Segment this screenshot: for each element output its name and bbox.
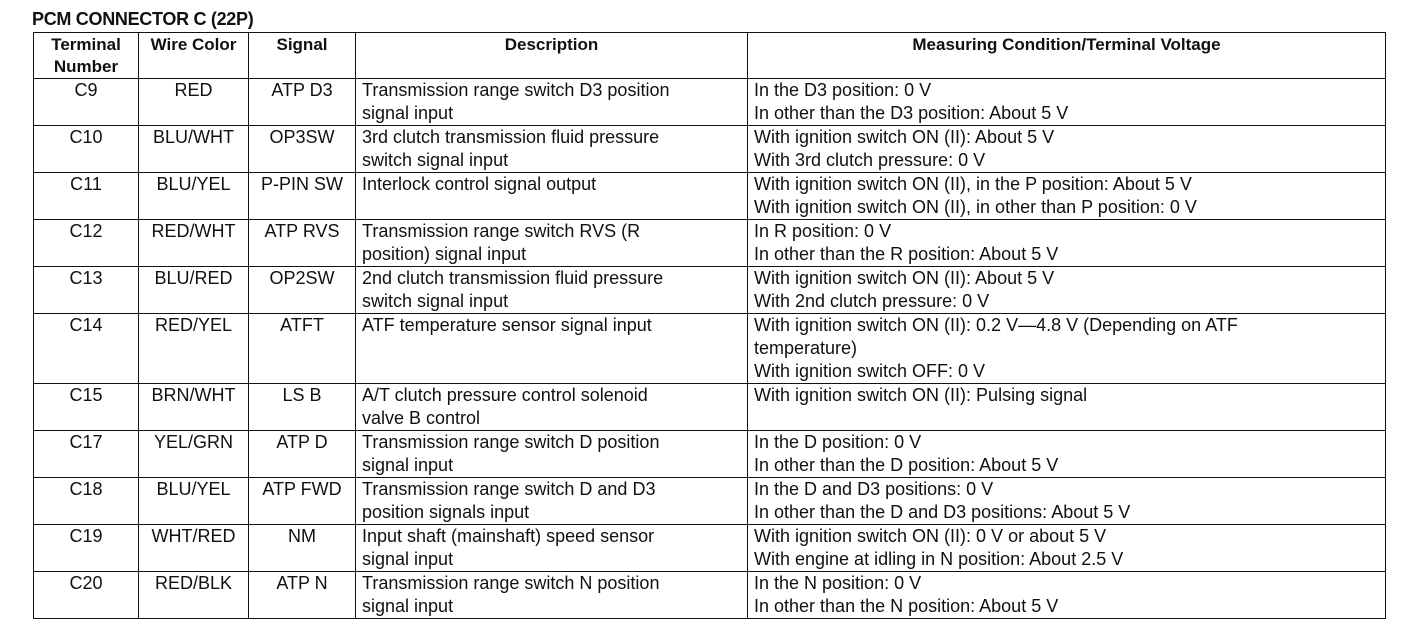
condition-line: temperature) xyxy=(754,338,858,358)
description-line: 2nd clutch transmission fluid pressure xyxy=(362,268,664,288)
header-measuring-condition: Measuring Condition/Terminal Voltage xyxy=(748,33,1386,79)
signal-cell: ATFT xyxy=(249,314,356,384)
condition-line: With ignition switch OFF: 0 V xyxy=(754,361,986,381)
condition-line: With ignition switch ON (II): Pulsing signal xyxy=(754,385,1088,405)
measuring-condition-cell xyxy=(748,220,1386,267)
table-header xyxy=(34,33,1386,79)
terminal-number-cell: C10 xyxy=(34,126,139,173)
table-row xyxy=(34,384,1386,431)
wire-color-cell: RED/BLK xyxy=(139,572,249,619)
terminal-number-cell: C19 xyxy=(34,525,139,572)
terminal-number-cell: C9 xyxy=(34,79,139,126)
description-line: signal input xyxy=(362,549,454,569)
description-cell xyxy=(356,126,748,173)
description-cell xyxy=(356,267,748,314)
signal-cell: ATP FWD xyxy=(249,478,356,525)
page-title: PCM CONNECTOR C (22P) xyxy=(32,9,254,29)
condition-line: In the D position: 0 V xyxy=(754,432,922,452)
condition-line: With ignition switch ON (II): 0 V or about 5 V xyxy=(754,526,1107,546)
terminal-number-cell: C20 xyxy=(34,572,139,619)
measuring-condition-cell xyxy=(748,384,1386,431)
signal-cell: LS B xyxy=(249,384,356,431)
table-row xyxy=(34,173,1386,220)
table-row xyxy=(34,267,1386,314)
condition-line: With ignition switch ON (II): About 5 V xyxy=(754,127,1055,147)
terminal-number-cell: C15 xyxy=(34,384,139,431)
measuring-condition-cell xyxy=(748,478,1386,525)
header-description: Description xyxy=(356,33,748,79)
wire-color-cell: BLU/RED xyxy=(139,267,249,314)
description-line: 3rd clutch transmission fluid pressure xyxy=(362,127,660,147)
description-line: Transmission range switch D3 position xyxy=(362,80,670,100)
header-wire-color: Wire Color xyxy=(139,33,249,79)
header-row xyxy=(34,33,1386,79)
description-line: signal input xyxy=(362,596,454,616)
measuring-condition-cell xyxy=(748,173,1386,220)
description-line: valve B control xyxy=(362,408,481,428)
wire-color-cell: RED xyxy=(139,79,249,126)
table-row xyxy=(34,79,1386,126)
wire-color-cell: BRN/WHT xyxy=(139,384,249,431)
terminal-number-cell: C11 xyxy=(34,173,139,220)
signal-cell: ATP D xyxy=(249,431,356,478)
table-body xyxy=(34,79,1386,619)
measuring-condition-cell xyxy=(748,431,1386,478)
condition-line: In the D3 position: 0 V xyxy=(754,80,932,100)
pcm-connector-table xyxy=(33,32,1386,619)
header-terminal-number xyxy=(34,33,139,79)
signal-cell: OP2SW xyxy=(249,267,356,314)
description-line: Transmission range switch D position xyxy=(362,432,660,452)
description-line: Input shaft (mainshaft) speed sensor xyxy=(362,526,655,546)
condition-line: With ignition switch ON (II), in the P position: About 5 V xyxy=(754,174,1192,194)
wire-color-cell: BLU/YEL xyxy=(139,478,249,525)
terminal-number-cell: C13 xyxy=(34,267,139,314)
wire-color-cell: RED/YEL xyxy=(139,314,249,384)
terminal-number-cell: C14 xyxy=(34,314,139,384)
wire-color-cell: YEL/GRN xyxy=(139,431,249,478)
wire-color-cell: BLU/YEL xyxy=(139,173,249,220)
condition-line: In the N position: 0 V xyxy=(754,573,922,593)
condition-line: In other than the R position: About 5 V xyxy=(754,244,1059,264)
description-cell xyxy=(356,314,748,384)
description-line: Transmission range switch N position xyxy=(362,573,660,593)
measuring-condition-cell xyxy=(748,126,1386,173)
condition-line: With 3rd clutch pressure: 0 V xyxy=(754,150,986,170)
signal-cell: ATP D3 xyxy=(249,79,356,126)
condition-line: With 2nd clutch pressure: 0 V xyxy=(754,291,990,311)
table-row xyxy=(34,572,1386,619)
signal-cell: ATP N xyxy=(249,572,356,619)
description-cell xyxy=(356,79,748,126)
table-row xyxy=(34,126,1386,173)
signal-cell: ATP RVS xyxy=(249,220,356,267)
terminal-number-cell: C12 xyxy=(34,220,139,267)
wire-color-cell: RED/WHT xyxy=(139,220,249,267)
signal-cell: OP3SW xyxy=(249,126,356,173)
condition-line: In other than the D and D3 positions: About 5 V xyxy=(754,502,1131,522)
description-cell xyxy=(356,572,748,619)
description-line: Transmission range switch RVS (R xyxy=(362,221,641,241)
condition-line: In other than the D position: About 5 V xyxy=(754,455,1059,475)
description-line: position signals input xyxy=(362,502,530,522)
header-signal: Signal xyxy=(249,33,356,79)
wire-color-cell: WHT/RED xyxy=(139,525,249,572)
condition-line: With ignition switch ON (II): 0.2 V—4.8 V (Depending on ATF xyxy=(754,315,1238,335)
measuring-condition-cell xyxy=(748,314,1386,384)
description-line: ATF temperature sensor signal input xyxy=(362,315,652,335)
table-row xyxy=(34,478,1386,525)
condition-line: With ignition switch ON (II): About 5 V xyxy=(754,268,1055,288)
description-cell xyxy=(356,525,748,572)
description-line: switch signal input xyxy=(362,150,509,170)
description-cell xyxy=(356,478,748,525)
description-line: signal input xyxy=(362,455,454,475)
condition-line: In R position: 0 V xyxy=(754,221,892,241)
header-terminal-number-label: Terminal Number xyxy=(51,35,121,76)
description-line: switch signal input xyxy=(362,291,509,311)
description-line: Transmission range switch D and D3 xyxy=(362,479,656,499)
measuring-condition-cell xyxy=(748,525,1386,572)
description-cell xyxy=(356,384,748,431)
terminal-number-cell: C18 xyxy=(34,478,139,525)
table-row xyxy=(34,525,1386,572)
wire-color-cell: BLU/WHT xyxy=(139,126,249,173)
table-row xyxy=(34,431,1386,478)
terminal-number-cell: C17 xyxy=(34,431,139,478)
condition-line: In other than the N position: About 5 V xyxy=(754,596,1059,616)
description-cell xyxy=(356,431,748,478)
condition-line: With engine at idling in N position: About 2.5 V xyxy=(754,549,1124,569)
description-line: signal input xyxy=(362,103,454,123)
condition-line: With ignition switch ON (II), in other than P position: 0 V xyxy=(754,197,1197,217)
signal-cell: NM xyxy=(249,525,356,572)
table-row xyxy=(34,314,1386,384)
description-cell xyxy=(356,173,748,220)
description-line: Interlock control signal output xyxy=(362,174,597,194)
table-row xyxy=(34,220,1386,267)
description-cell xyxy=(356,220,748,267)
condition-line: In other than the D3 position: About 5 V xyxy=(754,103,1069,123)
condition-line: In the D and D3 positions: 0 V xyxy=(754,479,994,499)
signal-cell: P-PIN SW xyxy=(249,173,356,220)
measuring-condition-cell xyxy=(748,79,1386,126)
measuring-condition-cell xyxy=(748,572,1386,619)
description-line: position) signal input xyxy=(362,244,527,264)
measuring-condition-cell xyxy=(748,267,1386,314)
description-line: A/T clutch pressure control solenoid xyxy=(362,385,648,405)
